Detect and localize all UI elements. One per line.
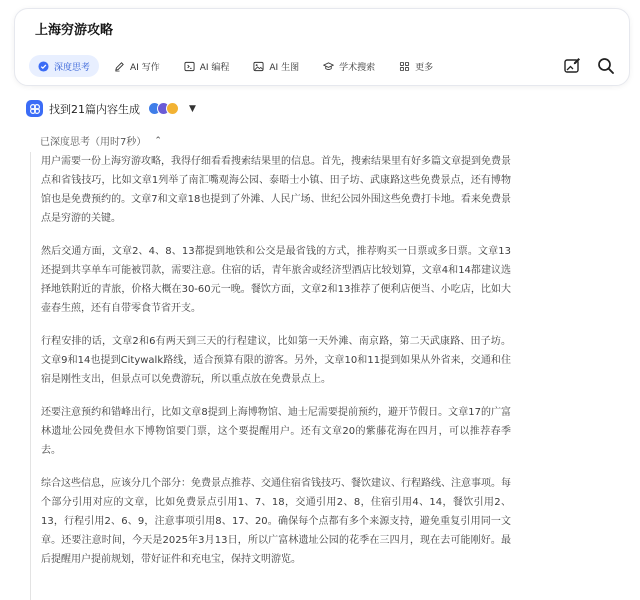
- sources-summary[interactable]: [26, 100, 196, 117]
- thinking-paragraph: 行程安排的话，文章2和6有两天到三天的行程建议，比如第一天外滩、南京路，第二天武康路、田子坊。文章9和14也提到Citywalk路线，适合预算有限的游客。另外，文章10和11提到如果从外省来，交通和住宿是刚性支出，但景点可以免费游玩，所以重点放在免费景点上。: [41, 336, 511, 385]
- academic-search-chip[interactable]: [314, 55, 384, 77]
- thinking-paragraph: 然后交通方面，文章2、4、8、13都提到地铁和公交是最省钱的方式，推荐购买一日票或多日票。文章13还提到共享单车可能被罚款，需要注意。住宿的话，青年旅舍或经济型酒店比较划算，文章4和14都建议选择地铁附近的青旅，价格大概在30-60元一晚。餐饮方面，文章2和13推荐了便利店便当、小吃店，比如大壶春生煎，还有自带零食节省开支。: [41, 246, 511, 314]
- right-tools: [563, 57, 615, 75]
- pen-icon: [114, 61, 125, 72]
- ai-image-label: AI 生图: [269, 62, 300, 73]
- deep-think-chip[interactable]: [29, 55, 99, 77]
- thinking-paragraph: 用户需要一份上海穷游攻略，我得仔细看看搜索结果里的信息。首先，搜索结果里有好多篇文章提到免费景点和省钱技巧，比如文章1列举了南汇嘴观海公园、泰晤士小镇、田子坊、武康路这些免费景点，还有博物馆也是免费预约的。文章7和文章18也提到了外滩、人民广场、世纪公园外围这些免费打卡地。看来免费景点是穷游的关键。: [41, 156, 511, 224]
- thinking-paragraph: 还要注意预约和错峰出行，比如文章8提到上海博物馆、迪士尼需要提前预约，避开节假日。文章17的广富林遗址公园免费但水下博物馆要门票，这个要提醒用户。还有文章20的紫藤花海在四月，可以推荐春季去。: [41, 407, 511, 456]
- ai-coding-label: AI 编程: [199, 62, 230, 73]
- source-avatars: [148, 102, 179, 115]
- thinking-label: 已深度思考（用时7秒）: [40, 137, 147, 148]
- thinking-paragraph: 综合这些信息，应该分几个部分：免费景点推荐、交通住宿省钱技巧、餐饮建议、行程路线、注意事项。每个部分引用对应的文章，比如免费景点引用1、7、18，交通引用2、8，住宿引用4、14，餐饮引用2、13，行程引用2、6、9，注意事项引用8、17、20。确保每个点都有多个来源支持，避免重复引用同一文章。还要注意时间，今天是2025年3月13日，所以广富林遗址公园的花季在三四月，现在去可能刚好。最后提醒用户提前规划，带好证件和充电宝，保持文明游览。: [41, 478, 511, 565]
- ai-coding-chip[interactable]: [175, 55, 239, 77]
- ai-image-chip[interactable]: [244, 55, 308, 77]
- deep-think-icon: [38, 61, 49, 72]
- assistant-logo-icon: [26, 100, 43, 117]
- mode-toolbar: [29, 55, 442, 77]
- graduation-cap-icon: [323, 61, 334, 72]
- caret-down-icon[interactable]: ▼: [189, 103, 196, 114]
- search-icon[interactable]: [597, 57, 615, 75]
- deep-think-label: 深度思考: [54, 62, 91, 73]
- thinking-toggle[interactable]: [40, 133, 162, 148]
- image-edit-icon[interactable]: [563, 57, 581, 75]
- more-grid-icon: [399, 61, 410, 72]
- more-label: 更多: [415, 62, 434, 73]
- image-icon: [253, 61, 264, 72]
- code-icon: [184, 61, 195, 72]
- source-avatar: [166, 102, 179, 115]
- chevron-up-icon: ⌃: [154, 135, 162, 146]
- sources-label: 找到21篇内容生成: [49, 102, 140, 116]
- thinking-content: [30, 152, 616, 600]
- ai-writing-label: AI 写作: [130, 62, 160, 73]
- more-chip[interactable]: [390, 55, 442, 77]
- search-card: [14, 8, 630, 86]
- ai-writing-chip[interactable]: [105, 55, 169, 77]
- query-text[interactable]: 上海穷游攻略: [35, 23, 114, 38]
- academic-search-label: 学术搜索: [339, 62, 376, 73]
